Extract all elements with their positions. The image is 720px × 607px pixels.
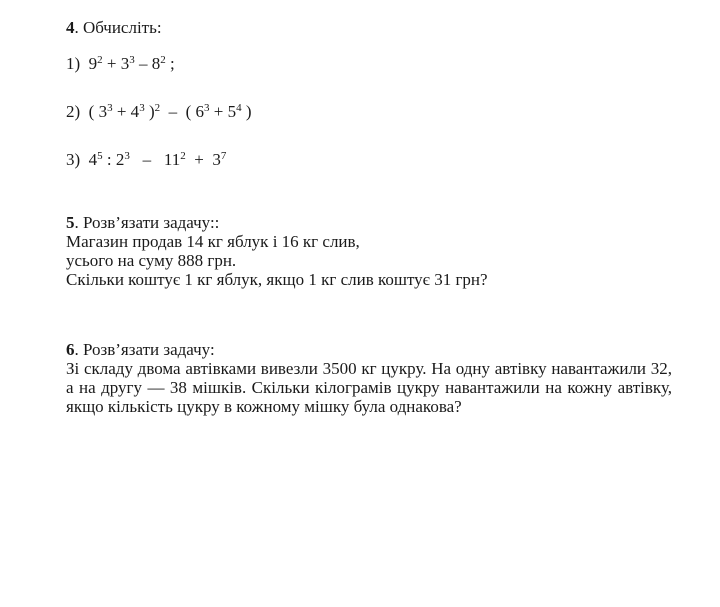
task5-line-1: Магазин продав 14 кг яблук і 16 кг слив, (66, 232, 360, 251)
task5 (66, 213, 676, 289)
item-label: 1) (66, 54, 81, 73)
item-label: 3) (66, 150, 81, 169)
item-label: 2) (66, 102, 81, 121)
task6 (66, 340, 672, 416)
task5-line-2: усього на суму 888 грн. (66, 251, 237, 270)
task6-heading (66, 340, 672, 359)
task5-heading (66, 213, 676, 232)
task5-line-3: Скільки коштує 1 кг яблук, якщо 1 кг слив коштує 31 грн? (66, 270, 488, 289)
task5-number: 5 (66, 213, 75, 232)
task4-number: 4 (66, 18, 75, 37)
task4-item-1: 1) $9^2 + 3^3 - 8^2$ ; (66, 54, 175, 73)
task5-title: . Розв’язати задачу:: (74, 213, 220, 232)
task6-text: Зі складу двома автівками вивезли 3500 кг цукру. На одну автівку навантажили 32, а на другу — 38 мішків. Скільки кілограмів цукру навантажили на кожну автівку, якщо кількість цукру в кожному мішку була однакова? (66, 359, 672, 416)
task4-title: . Обчисліть: (74, 18, 162, 37)
task6-number: 6 (66, 340, 75, 359)
task6-title: . Розв’язати задачу: (74, 340, 215, 359)
task4-heading (66, 17, 676, 39)
task4-item-2: 2) ( $3^3 + 4^3$ )$^2$ – ( $6^3 + 5^4$ ) (66, 102, 252, 121)
task4-item-3: 3) $4^5$ : $2^3 - 11^2 + 3^7$ (66, 150, 227, 169)
